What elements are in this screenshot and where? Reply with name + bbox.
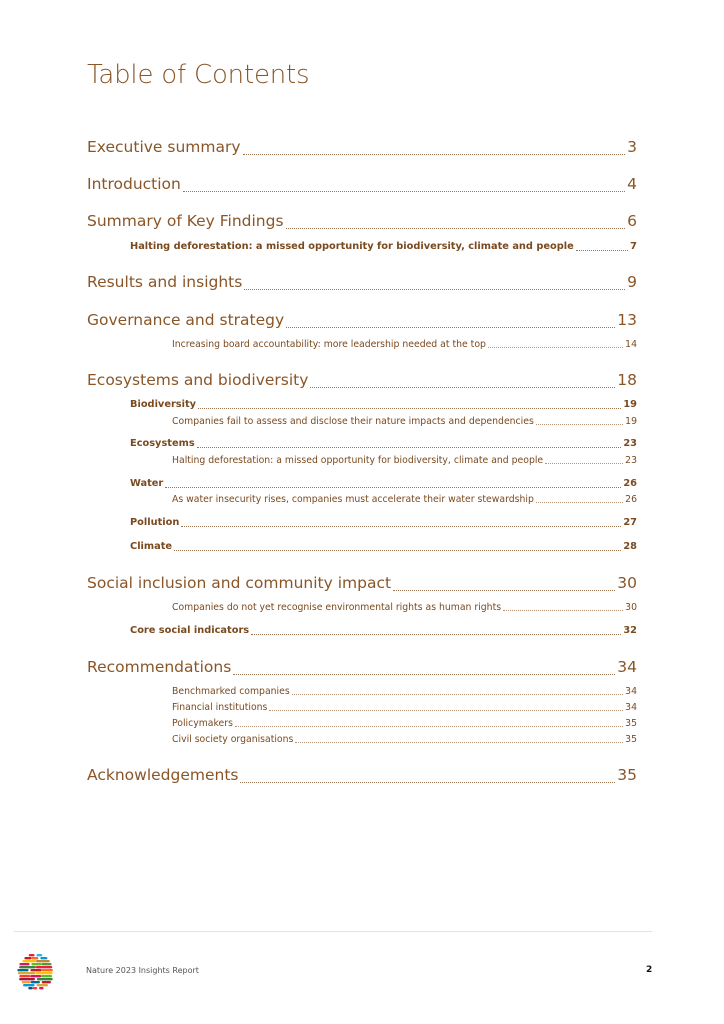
toc-entry-page: 18 [617, 371, 637, 389]
toc-entry-page: 32 [623, 625, 637, 636]
dot-leader [286, 228, 626, 229]
toc-entry-page: 30 [625, 602, 637, 613]
toc-entry-label: Increasing board accountability: more leadership needed at the top [172, 339, 486, 350]
dot-leader [174, 550, 621, 551]
page-title: Table of Contents [87, 60, 310, 90]
toc-entry-page: 35 [625, 718, 637, 729]
toc-entry-label: Summary of Key Findings [87, 212, 284, 230]
logo-stripe [23, 984, 35, 986]
dot-leader [269, 710, 623, 711]
toc-entry-pollution[interactable] [130, 516, 637, 530]
toc-entry-page: 19 [625, 416, 637, 427]
toc-entry-page: 35 [617, 766, 637, 784]
dot-leader [181, 526, 621, 527]
dot-leader [244, 289, 625, 290]
dot-leader [545, 463, 623, 464]
logo-stripe [19, 966, 36, 968]
logo-stripe [42, 981, 51, 983]
toc-entry-label: Halting deforestation: a missed opportunity for biodiversity, climate and people [172, 455, 544, 466]
toc-entry-halting-deforestation[interactable] [172, 454, 637, 467]
page-number: 2 [646, 965, 653, 975]
logo-stripe [42, 969, 53, 971]
toc-entry-biodiversity[interactable] [130, 398, 637, 412]
toc-entry-ecosystems-and-biodiversity[interactable] [87, 369, 637, 391]
toc-entry-halting-deforestation-key-finding[interactable] [130, 240, 637, 254]
toc-entry-water-stewardship[interactable] [172, 493, 637, 506]
logo-stripe [30, 975, 41, 977]
logo-stripe [35, 972, 52, 974]
toc-entry-label: Executive summary [87, 138, 241, 156]
logo-stripe [36, 954, 42, 956]
toc-entry-results-and-insights[interactable] [87, 271, 637, 293]
toc-entry-page: 27 [623, 517, 637, 528]
logo-stripe [22, 960, 36, 962]
toc-entry-label: Companies do not yet recognise environmental rights as human rights [172, 602, 502, 613]
dot-leader [393, 590, 615, 591]
dot-leader [292, 694, 623, 695]
toc-entry-label: Biodiversity [130, 399, 197, 410]
toc-entry-label: Benchmarked companies [172, 686, 290, 697]
toc-entry-financial-institutions[interactable] [172, 701, 637, 714]
logo-stripe [30, 969, 41, 971]
toc-entry-page: 34 [625, 686, 637, 697]
toc-entry-label: Social inclusion and community impact [87, 574, 392, 592]
toc-entry-page: 26 [623, 478, 637, 489]
dot-leader [235, 726, 623, 727]
logo-stripe [40, 957, 47, 959]
logo-stripe [36, 966, 53, 968]
dot-leader [183, 191, 625, 192]
toc-entry-water[interactable] [130, 477, 637, 491]
logo-stripe [36, 960, 50, 962]
toc-entry-page: 3 [627, 138, 637, 156]
toc-entry-ecosystems[interactable] [130, 437, 637, 451]
toc-entry-board-accountability[interactable] [172, 338, 637, 351]
logo-stripe [24, 957, 31, 959]
toc-entry-page: 35 [625, 734, 637, 745]
toc-entry-introduction[interactable] [87, 173, 637, 195]
toc-entry-page: 34 [617, 658, 637, 676]
logo-stripe [37, 978, 53, 980]
toc-entry-label: Water [130, 478, 164, 489]
dot-leader [197, 447, 622, 448]
toc-entry-page: 14 [625, 339, 637, 350]
toc-entry-label: Policymakers [172, 718, 233, 729]
toc-entry-acknowledgements[interactable] [87, 764, 637, 786]
toc-entry-label: Recommendations [87, 658, 232, 676]
toc-entry-page: 19 [623, 399, 637, 410]
toc-entry-page: 4 [627, 175, 637, 193]
dot-leader [233, 674, 615, 675]
dot-leader [198, 408, 621, 409]
toc-entry-label: Introduction [87, 175, 181, 193]
footer-report-name: Nature 2023 Insights Report [86, 966, 199, 975]
dot-leader [240, 782, 615, 783]
toc-entry-core-social-indicators[interactable] [130, 624, 637, 638]
toc-entry-civil-society[interactable] [172, 733, 637, 746]
toc-entry-page: 34 [625, 702, 637, 713]
toc-entry-label: Core social indicators [130, 625, 250, 636]
logo-stripe [28, 987, 33, 989]
toc-entry-environmental-rights[interactable] [172, 601, 637, 614]
logo-stripe [31, 957, 38, 959]
dot-leader [503, 610, 623, 611]
toc-entry-label: Pollution [130, 517, 180, 528]
toc-entry-page: 13 [617, 311, 637, 329]
logo-stripe [33, 987, 38, 989]
toc-entry-label: Acknowledgements [87, 766, 239, 784]
logo-stripe [39, 987, 44, 989]
striped-globe-logo-icon [16, 953, 56, 991]
dot-leader [576, 250, 628, 251]
toc-entry-page: 7 [630, 241, 637, 252]
logo-stripe [18, 972, 35, 974]
toc-entry-social-inclusion[interactable] [87, 572, 637, 594]
toc-entry-page: 6 [627, 212, 637, 230]
logo-stripe [31, 963, 41, 965]
toc-entry-page: 23 [625, 455, 637, 466]
logo-stripe [22, 981, 31, 983]
logo-stripe [31, 981, 40, 983]
logo-stripe [19, 975, 30, 977]
logo-stripe [17, 969, 28, 971]
toc-entry-label: As water insecurity rises, companies must accelerate their water stewardship [172, 494, 534, 505]
toc-entry-page: 9 [627, 273, 637, 291]
toc-entry-policymakers[interactable] [172, 717, 637, 730]
toc-entry-page: 30 [617, 574, 637, 592]
toc-entry-summary-of-key-findings[interactable] [87, 210, 637, 232]
dot-leader [536, 424, 623, 425]
dot-leader [488, 347, 623, 348]
toc-entry-recommendations[interactable] [87, 656, 637, 678]
toc-entry-label: Ecosystems [130, 438, 195, 449]
toc-entry-page: 28 [623, 541, 637, 552]
toc-entry-label: Ecosystems and biodiversity [87, 371, 309, 389]
toc-entry-label: Governance and strategy [87, 311, 285, 329]
toc-entry-label: Halting deforestation: a missed opportunity for biodiversity, climate and people [130, 241, 574, 252]
toc-entry-label: Companies fail to assess and disclose their nature impacts and dependencies [172, 416, 534, 427]
dot-leader [251, 634, 621, 635]
toc-entry-label: Climate [130, 541, 173, 552]
logo-stripe [19, 963, 29, 965]
footer-divider [14, 931, 652, 932]
toc-entry-executive-summary[interactable] [87, 136, 637, 158]
dot-leader [286, 327, 615, 328]
dot-leader [310, 387, 615, 388]
toc-entry-label: Results and insights [87, 273, 243, 291]
dot-leader [165, 487, 621, 488]
toc-entry-page: 26 [625, 494, 637, 505]
toc-entry-page: 23 [623, 438, 637, 449]
toc-entry-nature-impacts-disclosure[interactable] [172, 415, 637, 428]
toc-entry-governance-and-strategy[interactable] [87, 309, 637, 331]
logo-stripe [36, 984, 48, 986]
logo-stripe [41, 963, 51, 965]
logo-stripe [29, 954, 35, 956]
logo-stripe [41, 975, 52, 977]
toc-entry-benchmarked-companies[interactable] [172, 685, 637, 698]
toc-entry-label: Financial institutions [172, 702, 268, 713]
toc-entry-climate[interactable] [130, 540, 637, 554]
toc-entry-label: Civil society organisations [172, 734, 294, 745]
dot-leader [536, 502, 623, 503]
dot-leader [295, 742, 623, 743]
dot-leader [243, 154, 626, 155]
logo-stripe [19, 978, 35, 980]
